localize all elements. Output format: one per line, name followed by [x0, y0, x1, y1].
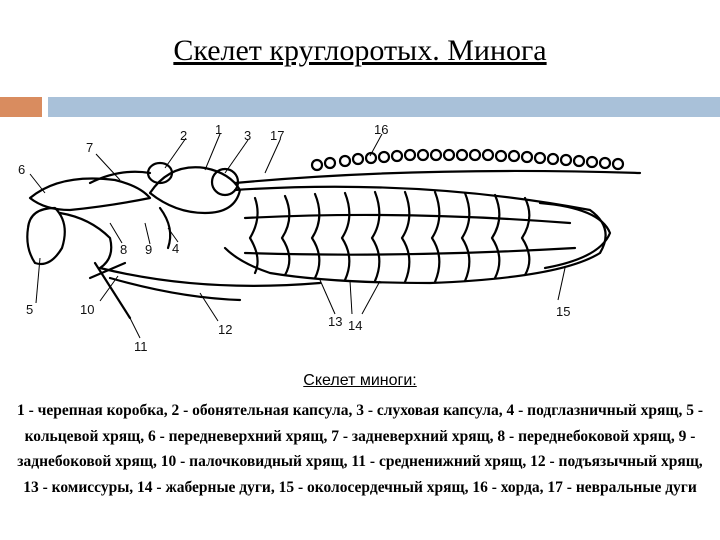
label-1: 1 [215, 122, 223, 137]
label-7: 7 [86, 140, 94, 155]
label-13: 13 [328, 314, 343, 329]
accent-bar-orange [0, 97, 42, 117]
suborbital-cartilage [160, 208, 170, 248]
figure-labels [18, 122, 570, 354]
label-6: 6 [18, 162, 26, 177]
label-12: 12 [218, 322, 233, 337]
branchial-basket-outline [225, 187, 606, 283]
label-8: 8 [120, 242, 128, 257]
caption-text: 1 - черепная коробка, 2 - обонятельная капсула, 3 - слуховая капсула, 4 - подглазничный хрящ, 5 - кольцевой хрящ, 6 - передневерхний хрящ, 7 - задневерхний хрящ, 8 - переднебоковой хрящ, 9 - заднебоковой хрящ, 10 - палочковидный хрящ, 11 - средненижний хрящ, 12 - подъязычный хрящ, 13 - комиссуры, 14 - жаберные дуги, 15 - околосердечный хрящ, 16 - хорда, 17 - невральные дуги [17, 402, 703, 496]
cranium [150, 167, 240, 213]
neural-arches [312, 150, 623, 170]
caption-heading [0, 372, 720, 390]
label-10: 10 [80, 302, 95, 317]
notochord [235, 171, 640, 183]
label-9: 9 [145, 242, 153, 257]
caption-heading-text: Скелет миноги: [303, 372, 417, 389]
label-16: 16 [374, 122, 389, 137]
lateral-cartilage [60, 213, 111, 268]
label-5: 5 [26, 302, 34, 317]
label-11: 11 [134, 339, 148, 354]
branchial-arches [245, 192, 575, 282]
label-14: 14 [348, 318, 363, 333]
accent-bar-blue [48, 97, 720, 117]
label-2: 2 [180, 128, 188, 143]
label-15: 15 [556, 304, 571, 319]
annular-cartilage [27, 208, 64, 264]
label-4: 4 [172, 241, 180, 256]
lamprey-skeleton-diagram [0, 118, 720, 368]
pericardial-cartilage [540, 203, 610, 268]
label-17: 17 [270, 128, 285, 143]
label-3: 3 [244, 128, 252, 143]
slide-title: Скелет круглоротых. Минога [173, 34, 547, 67]
leader-lines [30, 134, 565, 338]
